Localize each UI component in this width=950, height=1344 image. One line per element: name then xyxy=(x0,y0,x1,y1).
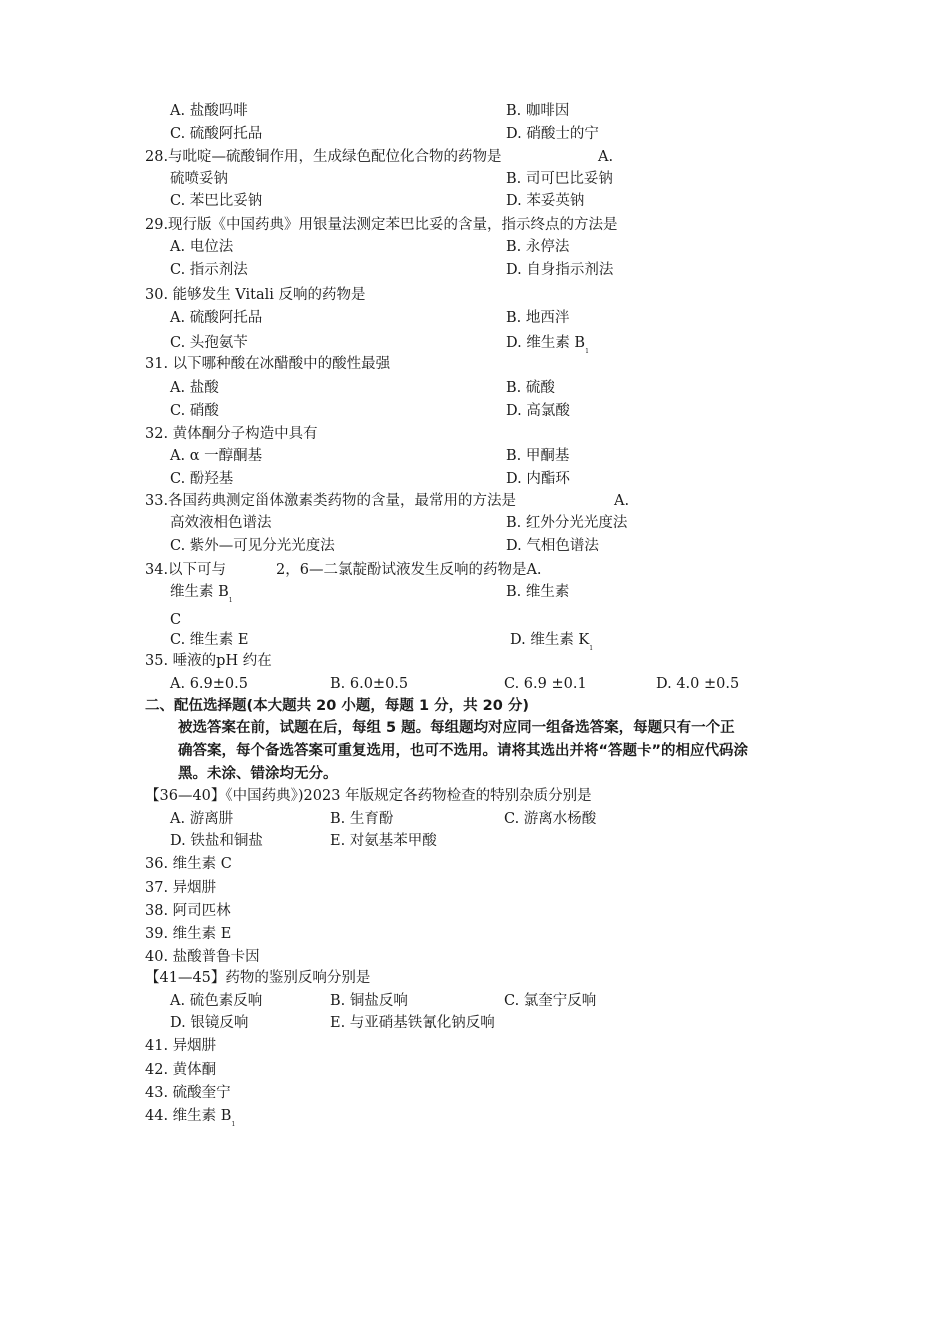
item-44: 44. 维生素 $B_1$ xyxy=(145,1108,236,1128)
option-d: D. 自身指示剂法 xyxy=(506,262,614,278)
item-38: 38. 阿司匹林 xyxy=(145,903,231,919)
option-a-letter: A. xyxy=(614,493,630,509)
option-d: D. 银镜反响 xyxy=(170,1015,249,1031)
option-c: C. 硝酸 xyxy=(170,403,219,419)
section-title: 二、配伍选择题(本大题共 20 小题，每题 1 分，共 20 分) xyxy=(145,698,529,714)
option-d: D. 气相色谱法 xyxy=(506,538,599,554)
question-stem: 33.各国药典测定甾体激素类药物的含量，最常用的方法是 xyxy=(145,493,517,509)
option-b: B. 地西泮 xyxy=(506,310,570,326)
option-d: D. 4.0 ±0.5 xyxy=(656,676,740,692)
option-c: C. 头孢氨苄 xyxy=(170,335,248,351)
option-a: A. 硫色素反响 xyxy=(170,993,263,1009)
item-40: 40. 盐酸普鲁卡因 xyxy=(145,949,260,965)
item-41: 41. 异烟肼 xyxy=(145,1038,217,1054)
item-39: 39. 维生素 E xyxy=(145,926,232,942)
option-c: C. 指示剂法 xyxy=(170,262,248,278)
option-a: 硫喷妥钠 xyxy=(170,171,228,187)
option-a: A. 盐酸 xyxy=(170,380,219,396)
item-42: 42. 黄体酮 xyxy=(145,1062,217,1078)
option-b-continued: C xyxy=(170,612,182,628)
option-c: C. 硫酸阿托品 xyxy=(170,126,263,142)
section-instructions-line1: 被选答案在前，试题在后，每组 5 题。每组题均对应同一组备选答案，每题只有一个正 xyxy=(178,720,735,736)
question-stem: 28.与吡啶—硫酸铜作用，生成绿色配位化合物的药物是 xyxy=(145,149,502,165)
group-heading: 【36—40】《中国药典》)2023 年版规定各药物检查的特别杂质分别是 xyxy=(145,788,592,804)
item-36: 36. 维生素 C xyxy=(145,856,232,872)
option-b: B. 司可巴比妥钠 xyxy=(506,171,613,187)
option-e: E. 与亚硝基铁氰化钠反响 xyxy=(330,1015,495,1031)
section-instructions-line3: 黑。未涂、错涂均无分。 xyxy=(178,766,338,782)
option-c: C. 氯奎宁反响 xyxy=(504,993,597,1009)
question-stem-end: 2，6—二氯靛酚试液发生反响的药物是A. xyxy=(276,562,542,578)
option-b: B. 咖啡因 xyxy=(506,103,570,119)
option-a: 维生素 $B_1$ xyxy=(170,584,233,604)
option-c: C. 紫外—可见分光光度法 xyxy=(170,538,335,554)
option-b: B. 维生素 xyxy=(506,584,570,600)
option-b: B. 红外分光光度法 xyxy=(506,515,628,531)
option-d: D. 硝酸士的宁 xyxy=(506,126,599,142)
question-stem: 32. 黄体酮分子构造中具有 xyxy=(145,426,318,442)
option-a-letter: A. xyxy=(598,149,614,165)
option-b: B. 甲酮基 xyxy=(506,448,570,464)
option-d: D. 苯妥英钠 xyxy=(506,193,585,209)
item-37: 37. 异烟肼 xyxy=(145,880,217,896)
option-c: C. 维生素 E xyxy=(170,632,249,648)
option-b: B. 铜盐反响 xyxy=(330,993,408,1009)
question-stem: 31. 以下哪种酸在冰醋酸中的酸性最强 xyxy=(145,356,391,372)
option-d: D. 铁盐和铜盐 xyxy=(170,833,263,849)
option-a: A. 盐酸吗啡 xyxy=(170,103,248,119)
question-stem-start: 34.以下可与 xyxy=(145,562,227,578)
option-a: A. α 一醇酮基 xyxy=(170,448,263,464)
option-c: C. 6.9 ±0.1 xyxy=(504,676,587,692)
option-c: C. 苯巴比妥钠 xyxy=(170,193,263,209)
option-c: C. 游离水杨酸 xyxy=(504,811,597,827)
option-d: D. 维生素 $K_1$ xyxy=(510,632,594,652)
option-b: B. 硫酸 xyxy=(506,380,555,396)
option-d: D. 高氯酸 xyxy=(506,403,570,419)
option-d: D. 内酯环 xyxy=(506,471,570,487)
option-a: 高效液相色谱法 xyxy=(170,515,272,531)
option-b: B. 永停法 xyxy=(506,239,570,255)
question-stem: 30. 能够发生 Vitali 反响的药物是 xyxy=(145,287,366,303)
item-43: 43. 硫酸奎宁 xyxy=(145,1085,231,1101)
group-heading: 【41—45】药物的鉴别反响分别是 xyxy=(145,970,371,986)
option-d: D. 维生素 $B_1$ xyxy=(506,335,589,355)
option-b: B. 生育酚 xyxy=(330,811,394,827)
option-e: E. 对氨基苯甲酸 xyxy=(330,833,437,849)
option-a: A. 6.9±0.5 xyxy=(170,676,248,692)
question-stem: 29.现行版《中国药典》用银量法测定苯巴比妥的含量，指示终点的方法是 xyxy=(145,217,618,233)
option-a: A. 电位法 xyxy=(170,239,234,255)
option-a: A. 硫酸阿托品 xyxy=(170,310,263,326)
option-c: C. 酚羟基 xyxy=(170,471,234,487)
option-a: A. 游离肼 xyxy=(170,811,234,827)
question-stem: 35. 唾液的pH 约在 xyxy=(145,653,272,669)
section-instructions-line2: 确答案，每个备选答案可重复选用，也可不选用。请将其选出并将“答题卡”的相应代码涂 xyxy=(178,743,749,759)
option-b: B. 6.0±0.5 xyxy=(330,676,409,692)
